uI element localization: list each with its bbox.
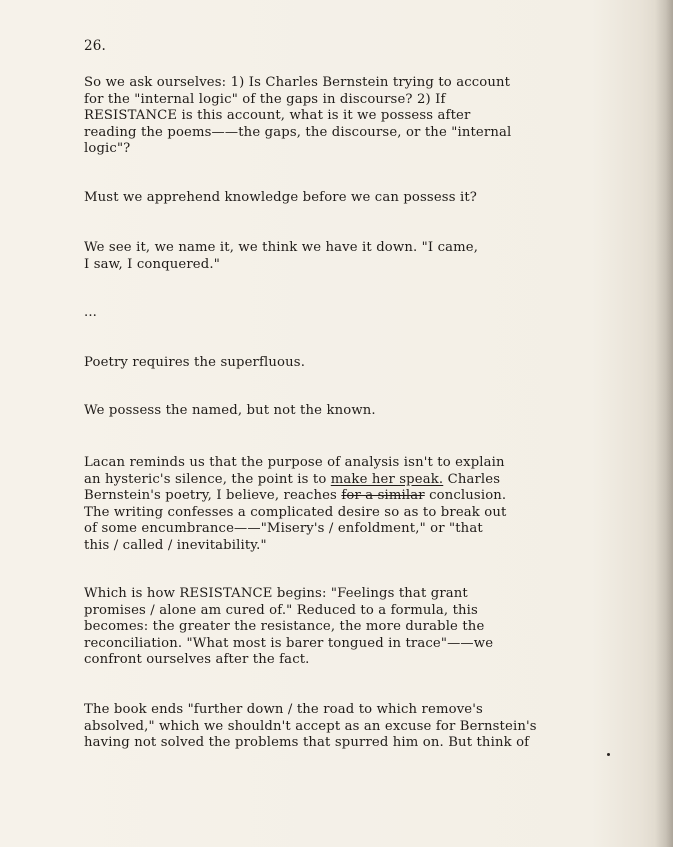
text-line: becomes: the greater the resistance, the more durable the — [84, 619, 485, 634]
line-tail: conclusion. — [424, 488, 507, 503]
text-line: confront ourselves after the fact. — [84, 652, 310, 667]
text-line: The book ends "further down / the road to which remove's — [84, 702, 483, 717]
paragraph-book-ends — [84, 702, 644, 752]
paragraph-superfluous — [84, 355, 644, 372]
text-line — [84, 472, 644, 489]
text-line: for the "internal logic" of the gaps in discourse? 2) If — [84, 91, 446, 107]
text-line: RESISTANCE is this account, what is it we possess after — [84, 108, 471, 123]
paragraph-see-it — [84, 240, 644, 273]
paragraph-apprehend — [84, 190, 644, 207]
line-tail: Charles — [443, 471, 501, 487]
struck-phrase: for a similar — [341, 488, 425, 503]
text-line: Lacan reminds us that the purpose of analysis isn't to explain — [84, 455, 505, 470]
text-line: We possess the named, but not the known. — [84, 403, 376, 418]
paragraph-lacan — [84, 455, 644, 554]
line-start: Bernstein's poetry, I believe, reaches — [84, 488, 342, 503]
text-line: The writing confesses a complicated desire so as to break out — [84, 504, 507, 520]
underlined-phrase: make her speak. — [330, 471, 444, 487]
text-line: of some encumbrance——"Misery's / enfoldment," or "that — [84, 521, 483, 536]
paragraph-resistance-begins — [84, 586, 644, 669]
text-line: having not solved the problems that spurred him on. But think of — [84, 735, 530, 750]
text-line: I saw, I conquered." — [84, 256, 220, 272]
text-line: reconciliation. "What most is barer tongued in trace"——we — [84, 635, 494, 651]
page-number: 26. — [84, 38, 106, 54]
text-line: Which is how RESISTANCE begins: "Feelings that grant — [84, 586, 468, 601]
text-line: reading the poems——the gaps, the discourse, or the "internal — [84, 124, 512, 140]
book-gutter-shadow — [655, 0, 673, 847]
text-line: logic"? — [84, 141, 131, 156]
paragraph-named — [84, 403, 644, 420]
text-line: promises / alone am cured of." Reduced to a formula, this — [84, 602, 478, 618]
text-line: absolved," which we shouldn't accept as an excuse for Bernstein's — [84, 718, 537, 734]
text-line: this / called / inevitability." — [84, 537, 267, 553]
paragraph-questions — [84, 75, 644, 158]
ellipsis-break — [84, 305, 644, 322]
line-start: an hysteric's silence, the point is to — [84, 471, 331, 487]
text-line: Must we apprehend knowledge before we can possess it? — [84, 190, 478, 205]
text-line: ... — [84, 305, 98, 320]
text-line — [84, 488, 644, 505]
text-line: We see it, we name it, we think we have it down. "I came, — [84, 240, 479, 255]
text-line: So we ask ourselves: 1) Is Charles Bernstein trying to account — [84, 75, 511, 90]
text-line: Poetry requires the superfluous. — [84, 355, 306, 370]
ink-speck — [607, 753, 610, 756]
